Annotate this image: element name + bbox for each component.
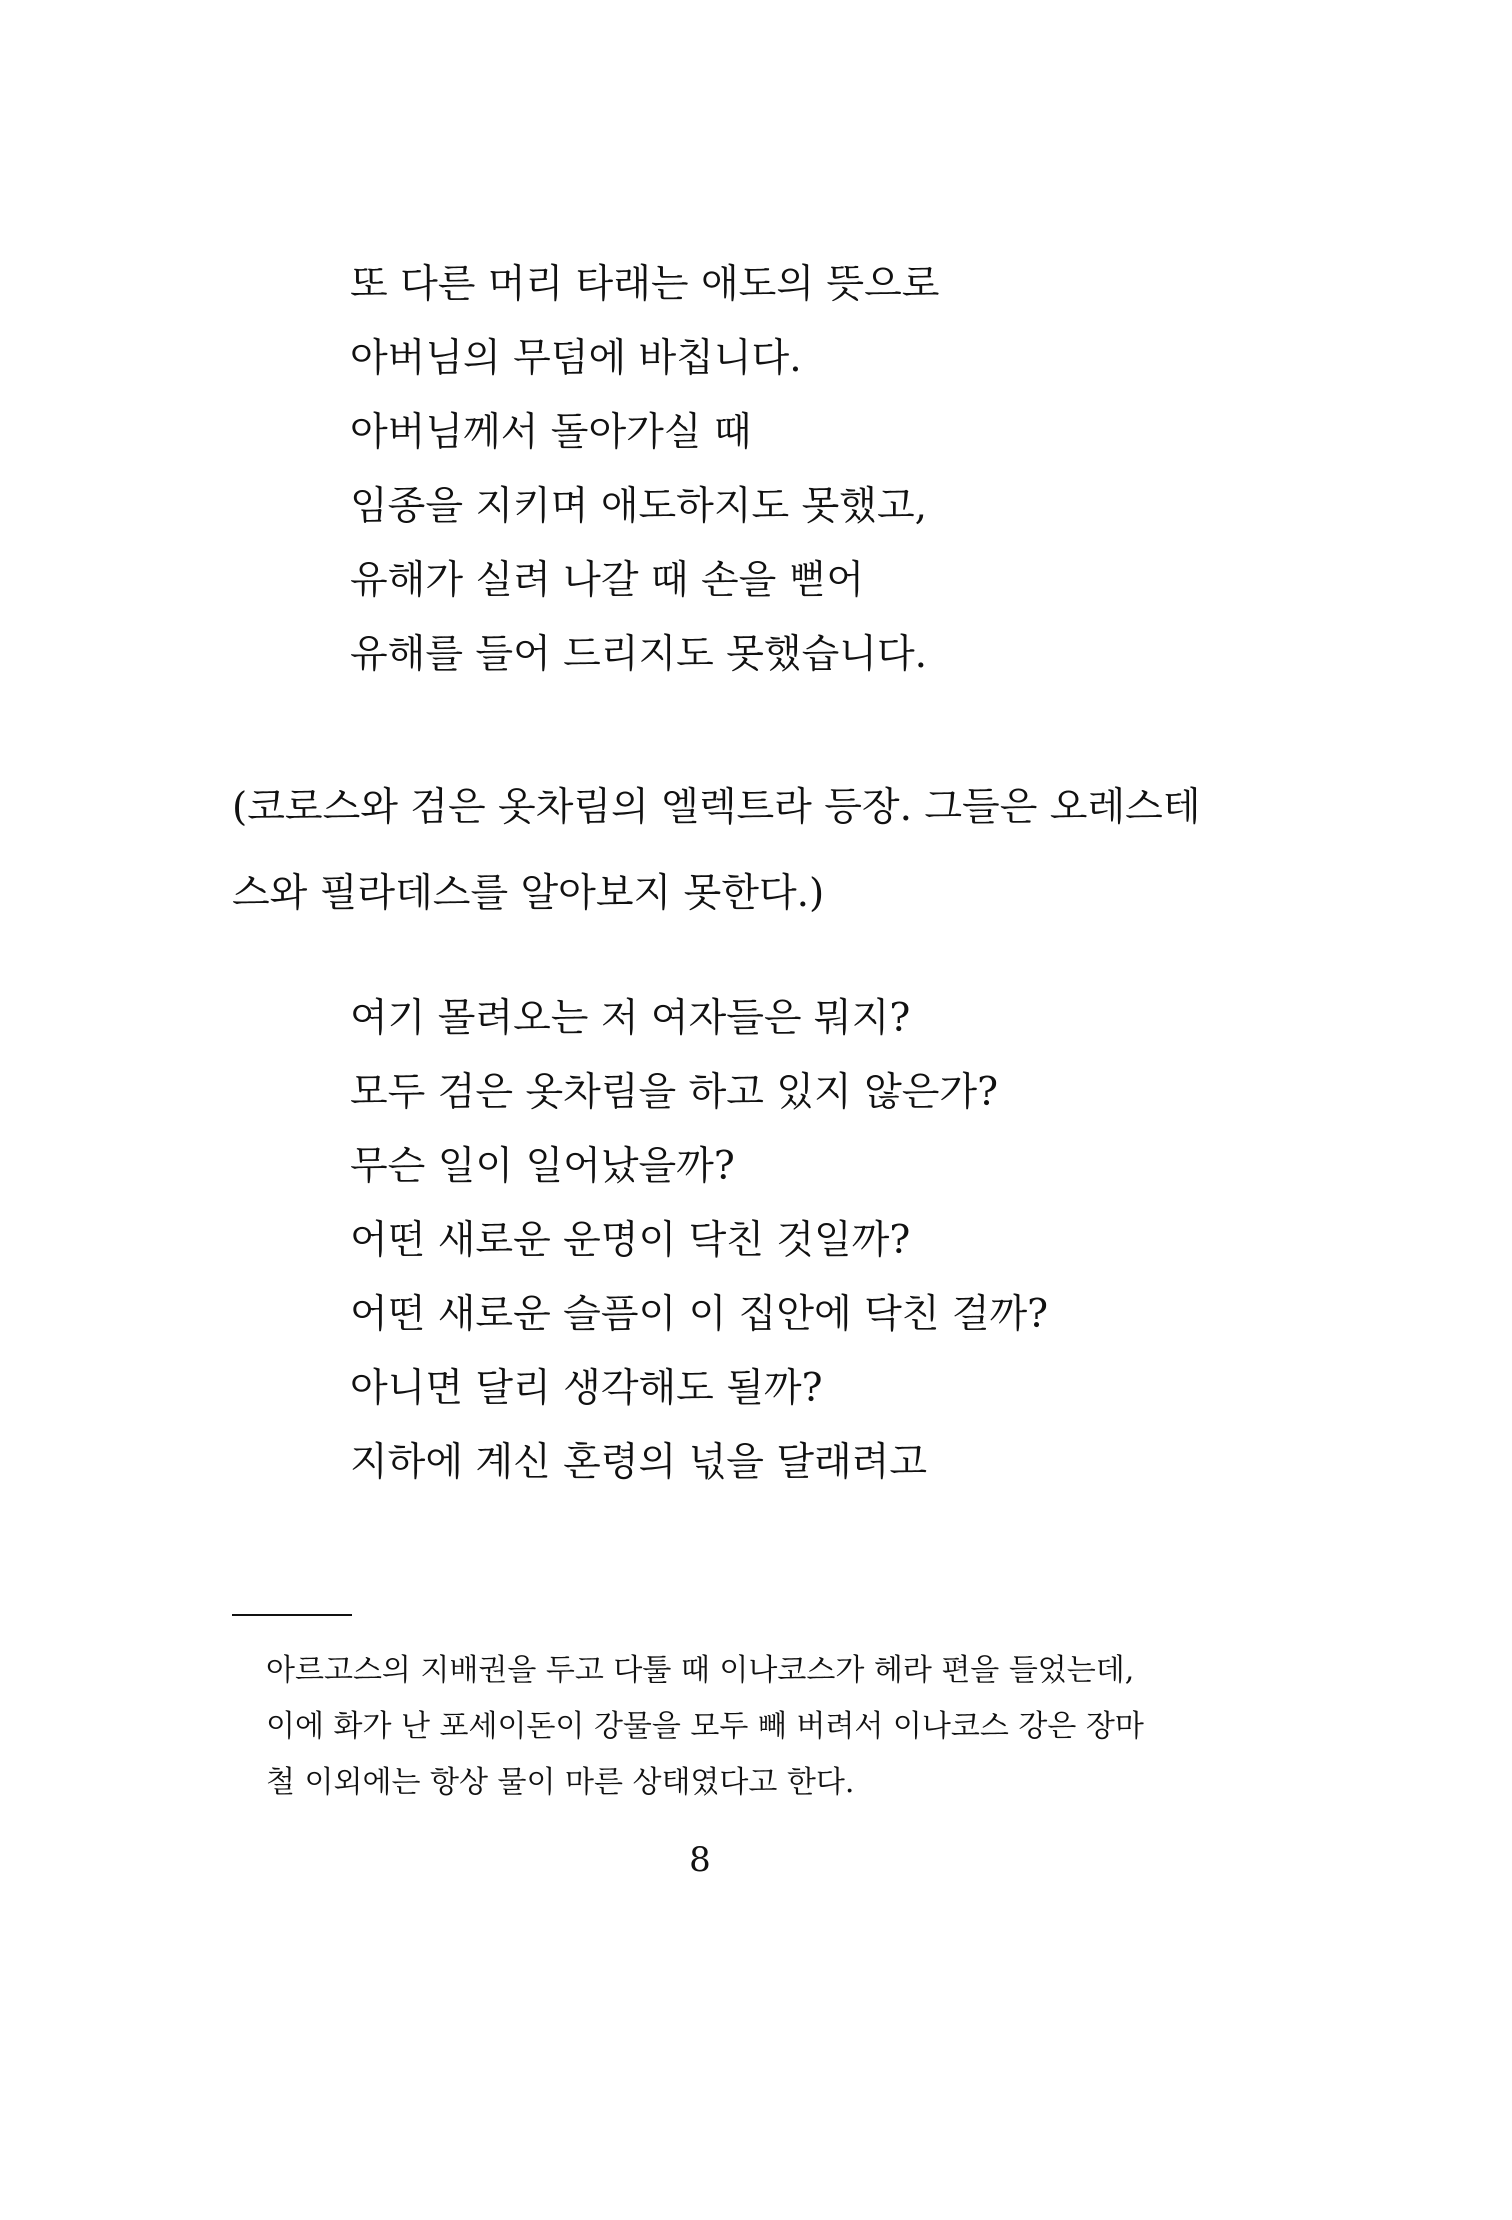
verse-line: 아버님의 무덤에 바칩니다. [350, 336, 802, 381]
footnote-line: 이에 화가 난 포세이돈이 강물을 모두 빼 버려서 이나코스 강은 장마 [266, 1709, 1144, 1744]
footnote-divider [232, 1614, 352, 1616]
stage-direction [232, 765, 1292, 937]
verse-stanza-2 [350, 982, 1350, 1500]
verse-line: 또 다른 머리 타래는 애도의 뜻으로 [350, 262, 940, 307]
verse-line: 아니면 달리 생각해도 될까? [350, 1366, 823, 1411]
verse-line: 어떤 새로운 운명이 닥친 것일까? [350, 1218, 911, 1263]
verse-line: 아버님께서 돌아가실 때 [350, 410, 752, 455]
footnote [266, 1643, 1266, 1811]
footnote-line: 아르고스의 지배권을 두고 다툴 때 이나코스가 헤라 편을 들었는데, [266, 1653, 1135, 1688]
verse-line: 모두 검은 옷차림을 하고 있지 않은가? [350, 1070, 999, 1115]
verse-line: 유해가 실려 나갈 때 손을 뻗어 [350, 558, 865, 603]
verse-stanza-1 [350, 248, 1350, 692]
page-number: 8 [689, 1840, 711, 1880]
verse-line: 무슨 일이 일어났을까? [350, 1144, 735, 1189]
footnote-line: 철 이외에는 항상 물이 마른 상태였다고 한다. [266, 1765, 855, 1800]
verse-line: 임종을 지키며 애도하지도 못했고, [350, 484, 928, 529]
verse-line: 유해를 들어 드리지도 못했습니다. [350, 632, 928, 677]
verse-line: 어떤 새로운 슬픔이 이 집안에 닥친 걸까? [350, 1292, 1049, 1337]
verse-line: 지하에 계신 혼령의 넋을 달래려고 [350, 1440, 928, 1485]
verse-line: 여기 몰려오는 저 여자들은 뭐지? [350, 996, 911, 1041]
stage-direction-line: (코로스와 검은 옷차림의 엘렉트라 등장. 그들은 오레스테 [232, 785, 1201, 830]
stage-direction-line: 스와 필라데스를 알아보지 못한다.) [232, 871, 825, 916]
